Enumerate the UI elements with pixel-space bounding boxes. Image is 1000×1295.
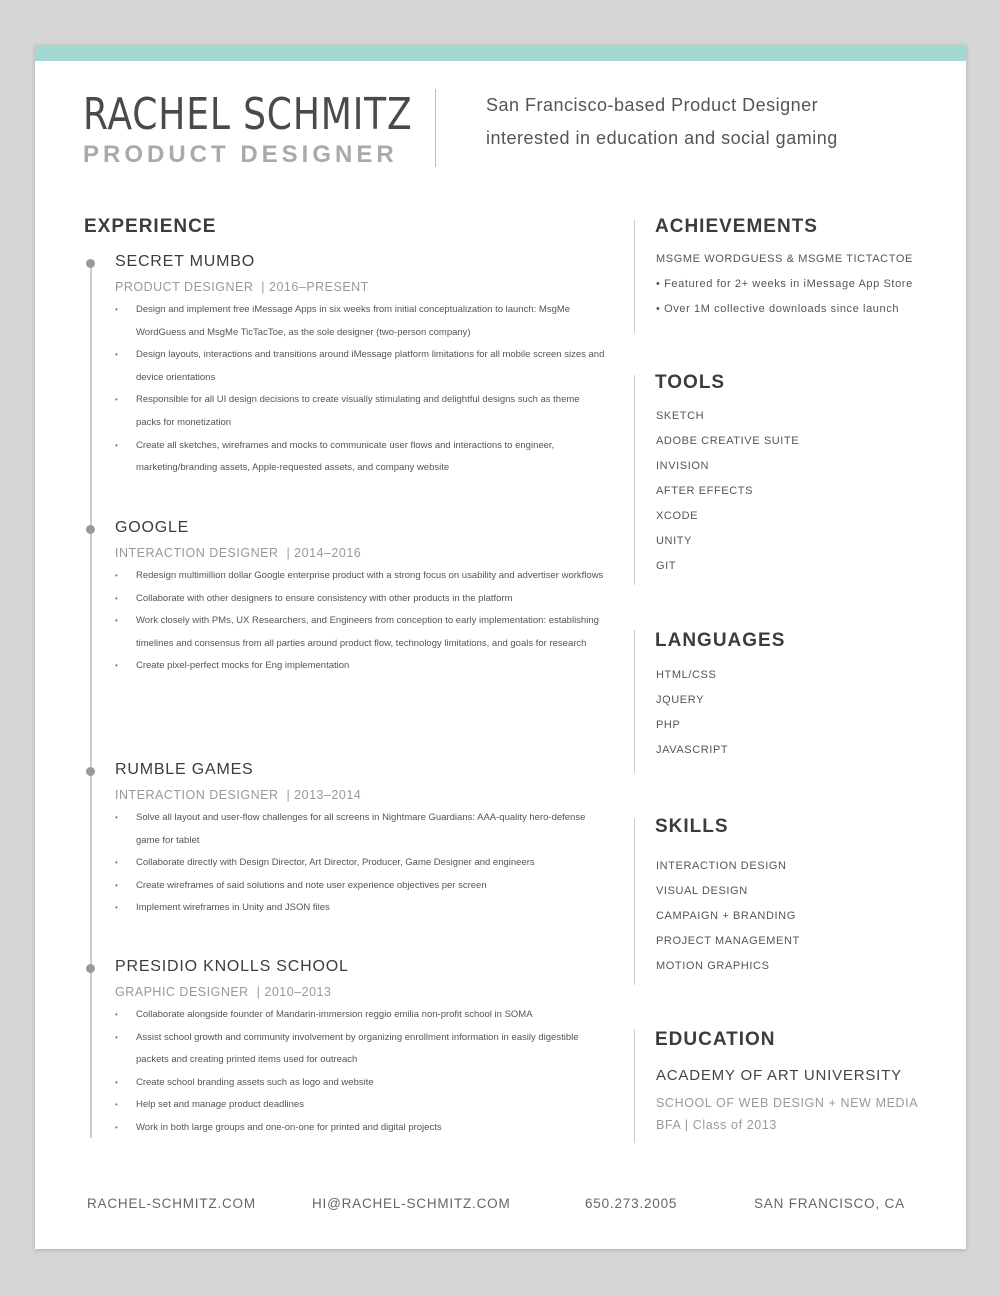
tool-item: AFTER EFFECTS (656, 485, 754, 497)
tool-item: UNITY (656, 535, 692, 547)
job-bullet: • Help set and manage product deadlines (115, 1094, 605, 1117)
language-item: JAVASCRIPT (656, 744, 729, 756)
job-bullet: • Create all sketches, wireframes and mocks to communicate user flows and interactions to engineer, marketing/branding assets, Apple-requested assets, and company website (115, 435, 605, 480)
job-years: 2013–2014 (294, 788, 362, 802)
tool-item: GIT (656, 560, 677, 572)
job-position: GRAPHIC DESIGNER (115, 985, 249, 999)
job-company: RUMBLE GAMES (115, 761, 254, 778)
job-bullet: • Collaborate with other designers to ensure consistency with other products in the platform (115, 588, 605, 611)
job-bullet: • Implement wireframes in Unity and JSON files (115, 897, 605, 920)
candidate-role: PRODUCT DESIGNER (83, 141, 398, 168)
timeline-dot (86, 767, 95, 776)
skills-heading: SKILLS (655, 816, 729, 837)
tools-divider (634, 375, 635, 585)
skills-list (656, 854, 800, 979)
job-title-line: INTERACTION DESIGNER | 2013–2014 (115, 788, 362, 802)
skill-item: VISUAL DESIGN (656, 885, 748, 897)
job-bullets (115, 807, 605, 920)
job-bullet: • Create wireframes of said solutions and note user experience objectives per screen (115, 875, 605, 898)
job-bullet: • Design layouts, interactions and transitions around iMessage platform limitations for all mobile screen sizes and device orientations (115, 344, 605, 389)
language-item: PHP (656, 719, 681, 731)
education-divider (634, 1029, 635, 1143)
skill-item: PROJECT MANAGEMENT (656, 935, 800, 947)
tools-list (656, 404, 799, 579)
job-bullet: • Responsible for all UI design decisions to create visually stimulating and delightful designs such as theme packs for monetization (115, 389, 605, 434)
tagline (486, 89, 838, 155)
job-years: 2014–2016 (294, 546, 362, 560)
timeline-dot (86, 525, 95, 534)
job-position: INTERACTION DESIGNER (115, 788, 279, 802)
language-item: HTML/CSS (656, 669, 717, 681)
job-company: PRESIDIO KNOLLS SCHOOL (115, 958, 349, 975)
skill-item: MOTION GRAPHICS (656, 960, 770, 972)
job-bullets (115, 565, 605, 678)
job-bullet: • Work closely with PMs, UX Researchers, and Engineers from conception to early implementation: establishing timelines and consensus from all parties around product flow, technology limitations, and goals for research (115, 610, 605, 655)
footer-location: SAN FRANCISCO, CA (754, 1196, 905, 1211)
skill-item: INTERACTION DESIGN (656, 860, 787, 872)
job-bullet: • Create pixel-perfect mocks for Eng implementation (115, 655, 605, 678)
experience-timeline (90, 260, 92, 1138)
job-bullets (115, 1004, 605, 1140)
job-bullet: • Create school branding assets such as logo and website (115, 1072, 605, 1095)
achievement-item: MSGME WORDGUESS & MSGME TICTACTOE (656, 253, 913, 265)
achievement-item: • Over 1M collective downloads since launch (656, 303, 900, 315)
accent-bar (35, 45, 966, 61)
job-title-line: INTERACTION DESIGNER | 2014–2016 (115, 546, 362, 560)
job-bullet: • Redesign multimillion dollar Google enterprise product with a strong focus on usability and advertiser workflows (115, 565, 605, 588)
skill-item: CAMPAIGN + BRANDING (656, 910, 796, 922)
job-position: PRODUCT DESIGNER (115, 280, 254, 294)
job-bullet: • Solve all layout and user-flow challenges for all screens in Nightmare Guardians: AAA-quality hero-defense game for tablet (115, 807, 605, 852)
languages-divider (634, 630, 635, 773)
timeline-dot (86, 259, 95, 268)
skills-divider (634, 818, 635, 985)
education-heading: EDUCATION (655, 1029, 776, 1050)
languages-heading: LANGUAGES (655, 630, 786, 651)
tagline-line: San Francisco-based Product Designer (486, 95, 819, 115)
job-bullets (115, 299, 605, 480)
tool-item: ADOBE CREATIVE SUITE (656, 435, 800, 447)
tool-item: INVISION (656, 460, 710, 472)
achievements-divider (634, 220, 635, 333)
job-bullet: • Work in both large groups and one-on-one for printed and digital projects (115, 1117, 605, 1140)
job-title-line: PRODUCT DESIGNER | 2016–PRESENT (115, 280, 369, 294)
tagline-line: interested in education and social gaming (486, 128, 838, 148)
language-item: JQUERY (656, 694, 705, 706)
experience-heading: EXPERIENCE (84, 216, 217, 237)
timeline-dot (86, 964, 95, 973)
footer-website[interactable]: RACHEL-SCHMITZ.COM (87, 1196, 256, 1211)
resume-page (35, 45, 966, 1249)
education-program: SCHOOL OF WEB DESIGN + NEW MEDIA (656, 1096, 919, 1110)
job-bullet: • Assist school growth and community involvement by organizing enrollment information in easily digestible packets and creating printed items used for outreach (115, 1027, 605, 1072)
job-company: SECRET MUMBO (115, 253, 255, 270)
job-years: 2016–PRESENT (269, 280, 369, 294)
job-bullet: • Collaborate directly with Design Director, Art Director, Producer, Game Designer and engineers (115, 852, 605, 875)
job-bullet: • Design and implement free iMessage Apps in six weeks from initial conceptualization to launch: MsgMe WordGuess and MsgMe TicTacToe, as the sole designer (two-person company) (115, 299, 605, 344)
education-degree: BFA | Class of 2013 (656, 1118, 777, 1132)
job-position: INTERACTION DESIGNER (115, 546, 279, 560)
footer-phone: 650.273.2005 (585, 1196, 678, 1211)
job-years: 2010–2013 (264, 985, 332, 999)
achievements-list (656, 247, 913, 322)
header-divider (435, 89, 436, 167)
languages-list (656, 663, 728, 763)
job-bullet: • Collaborate alongside founder of Mandarin-immersion reggio emilia non-profit school in SOMA (115, 1004, 605, 1027)
candidate-name: RACHEL SCHMITZ (83, 89, 413, 140)
job-title-line: GRAPHIC DESIGNER | 2010–2013 (115, 985, 332, 999)
tools-heading: TOOLS (655, 372, 726, 393)
achievement-item: • Featured for 2+ weeks in iMessage App Store (656, 278, 913, 290)
tool-item: SKETCH (656, 410, 705, 422)
achievements-heading: ACHIEVEMENTS (655, 216, 818, 237)
footer-email[interactable]: HI@RACHEL-SCHMITZ.COM (312, 1196, 511, 1211)
education-school: ACADEMY OF ART UNIVERSITY (656, 1067, 902, 1084)
tool-item: XCODE (656, 510, 699, 522)
job-company: GOOGLE (115, 519, 190, 536)
